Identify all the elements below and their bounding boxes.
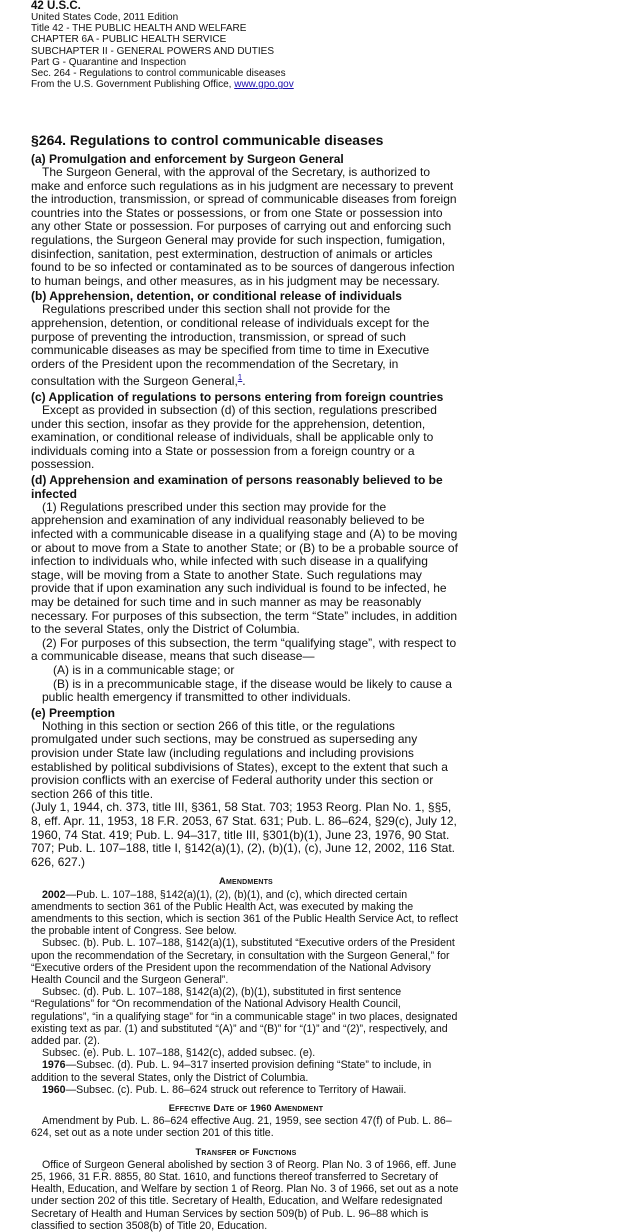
subsection-e-text: Nothing in this section or section 266 of this title, or the regulations promulgated under such sections, may be construed as superseding any provision under State law (including regulations and including provisions established by political subdivisions of States), except to the extent that such a provision conflicts with an exercise of Federal authority under this section or section 266 of this title.	[31, 718, 448, 801]
subsection-d-item-b: (B) is in a precommunicable stage, if the disease would be likely to cause a public health emergency if transmitted to other individuals.	[42, 676, 452, 705]
amendment-text: —Subsec. (d). Pub. L. 94–317 inserted provision defining “State” to include, in addition to the several States, only the District of Columbia.	[31, 1059, 432, 1084]
amendment-1960	[31, 1084, 461, 1096]
document-header	[31, 0, 638, 90]
amendment-year: 1960	[42, 1083, 66, 1096]
amendment-1976	[31, 1059, 461, 1083]
subsection-b-paragraph	[31, 303, 461, 389]
subsection-b-end: .	[242, 374, 246, 389]
subsection-d-para-1: (1) Regulations prescribed under this section may provide for the apprehension and examination of any individual reasonably believed to be infected with a communicable disease in a qualifying stage and (A) to be moving or about to move from a State to another State; or (B) to be a probable source of infection to individuals who, while infected with such disease in a qualifying stage, will be moving from a State to another State. Such regulations may provide that if upon examination any such individual is found to be infected, he may be detained for such time and in such manner as may be reasonably necessary. For purposes of this subsection, the term “State” includes, in addition to the several States, only the District of Columbia.	[31, 499, 458, 637]
subsection-c-text: Except as provided in subsection (d) of this section, regulations prescribed under this section, insofar as they provide for the apprehension, detention, examination, or conditional release of individuals, shall be applicable only to individuals coming into a State or possession from a foreign country or a possession.	[31, 402, 437, 472]
header-line: SUBCHAPTER II - GENERAL POWERS AND DUTIES	[31, 45, 275, 57]
amendment-text: —Pub. L. 107–188, §142(a)(1), (2), (b)(1), and (c), which directed certain amendments to section 361 of the Public Health Act, was executed by making the amendments to this section, which is section 361 of the Public Health Service Act, to reflect the probable intent of Congress. See below.	[31, 888, 458, 938]
subsection-b-text: Regulations prescribed under this section shall not provide for the apprehension, detention, or conditional release of individuals except for the purpose of preventing the introduction, transmission, or spread of such communicable diseases as may be specified from time to time in Executive orders of the President upon the recommendation of the Secretary, in consultation with the Surgeon General,	[31, 302, 430, 389]
amendment-subsec-e: Subsec. (e). Pub. L. 107–188, §142(c), added subsec. (e).	[42, 1047, 316, 1060]
effective-date-text: Amendment by Pub. L. 86–624 effective Aug. 21, 1959, see section 47(f) of Pub. L. 86–624, set out as a note under section 201 of this title.	[31, 1115, 452, 1140]
subsection-a-text: The Surgeon General, with the approval of the Secretary, is authorized to make and enforce such regulations as in his judgment are necessary to prevent the introduction, transmission, or spread of communicable diseases from foreign countries into the States or possessions, or from one State or possession into any other State or possession. For purposes of carrying out and enforcing such regulations, the Surgeon General may provide for such inspection, fumigation, disinfection, sanitation, pest extermination, destruction of animals or articles found to be so infected or contaminated as to be sources of dangerous infection to human beings, and other measures, as in his judgment may be necessary.	[31, 165, 457, 288]
amendment-year: 2002	[42, 888, 66, 901]
subsection-a-heading: (a) Promulgation and enforcement by Surgeon General	[31, 152, 344, 166]
amendments-heading: Amendments	[219, 875, 273, 887]
amendment-text: —Subsec. (c). Pub. L. 86–624 struck out reference to Territory of Hawaii.	[65, 1083, 407, 1096]
source-prefix: From the U.S. Government Publishing Office,	[31, 79, 235, 91]
amendment-subsec-b: Subsec. (b). Pub. L. 107–188, §142(a)(1), substituted “Executive orders of the President upon the recommendation of the Secretary, in consultation with the Surgeon General,” for “Executive orders of the President upon the recommendation of the National Advisory Health Council and the Surgeon General”.	[31, 937, 455, 986]
section-body	[31, 151, 461, 1232]
effective-date-heading: Effective Date of 1960 Amendment	[168, 1101, 324, 1113]
source-line	[31, 79, 638, 90]
transfer-text: Office of Surgeon General abolished by section 3 of Reorg. Plan No. 3 of 1966, eff. June 25, 1966, 31 F.R. 8855, 80 Stat. 1610, and functions thereof transferred to Secretary of Health, Education, and Welfare by section 1 of Reorg. Plan No. 3 of 1966, set out as a note under section 202 of this title. Secretary of Health, Education, and Welfare redesignated Secretary of Health and Human Services by section 509(b) of Pub. L. 96–88 which is classified to section 3508(b) of Title 20, Education.	[31, 1158, 459, 1232]
subsection-d-item-a: (A) is in a communicable stage; or	[53, 663, 235, 677]
header-line: Part G - Quarantine and Inspection	[31, 56, 187, 68]
gpo-link[interactable]: www.gpo.gov	[234, 79, 294, 91]
footnote-link[interactable]: 1	[237, 373, 243, 383]
header-line: United States Code, 2011 Edition	[31, 12, 179, 23]
header-line: Title 42 - THE PUBLIC HEALTH AND WELFARE	[31, 23, 247, 35]
amendment-subsec-d: Subsec. (d). Pub. L. 107–188, §142(a)(2), (b)(1), substituted in first sentence “Regulations” for “On recommendation of the National Advisory Health Council, regulations”, “in a qualifying stage” for “in a communicable stage” in two places, designated existing text as par. (1) and substituted “(A)” and “(B)” for “(1)” and “(2)”, respectively, and added par. (2).	[31, 986, 458, 1047]
subsection-e-heading: (e) Preemption	[31, 705, 116, 720]
section-title: §264. Regulations to control communicable diseases	[31, 132, 384, 148]
source-credit: (July 1, 1944, ch. 373, title III, §361, 58 Stat. 703; 1953 Reorg. Plan No. 1, §§5, 8, eff. Apr. 11, 1953, 18 F.R. 2053, 67 Stat. 631; Pub. L. 86–624, §29(c), July 12, 1960, 74 Stat. 419; Pub. L. 94–317, title III, §301(b)(1), June 23, 1976, 90 Stat. 707; Pub. L. 107–188, title I, §142(a)(1), (2), (b)(1), (c), June 12, 2002, 116 Stat. 626, 627.)	[31, 800, 457, 869]
subsection-b-heading: (b) Apprehension, detention, or conditional release of individuals	[31, 289, 402, 304]
transfer-heading: Transfer of Functions	[195, 1145, 297, 1157]
notes	[31, 875, 461, 1232]
header-line: CHAPTER 6A - PUBLIC HEALTH SERVICE	[31, 34, 227, 46]
subsection-d-heading: (d) Apprehension and examination of persons reasonably believed to be infected	[31, 472, 443, 501]
amendment-year: 1976	[42, 1059, 66, 1072]
amendment-2002	[31, 889, 461, 938]
code-title: 42 U.S.C.	[31, 0, 81, 12]
subsection-c-heading: (c) Application of regulations to persons entering from foreign countries	[31, 389, 444, 404]
subsection-d-para-2: (2) For purposes of this subsection, the term “qualifying stage”, with respect to a communicable disease, means that such disease—	[31, 635, 457, 664]
header-line: Sec. 264 - Regulations to control communicable diseases	[31, 68, 286, 80]
